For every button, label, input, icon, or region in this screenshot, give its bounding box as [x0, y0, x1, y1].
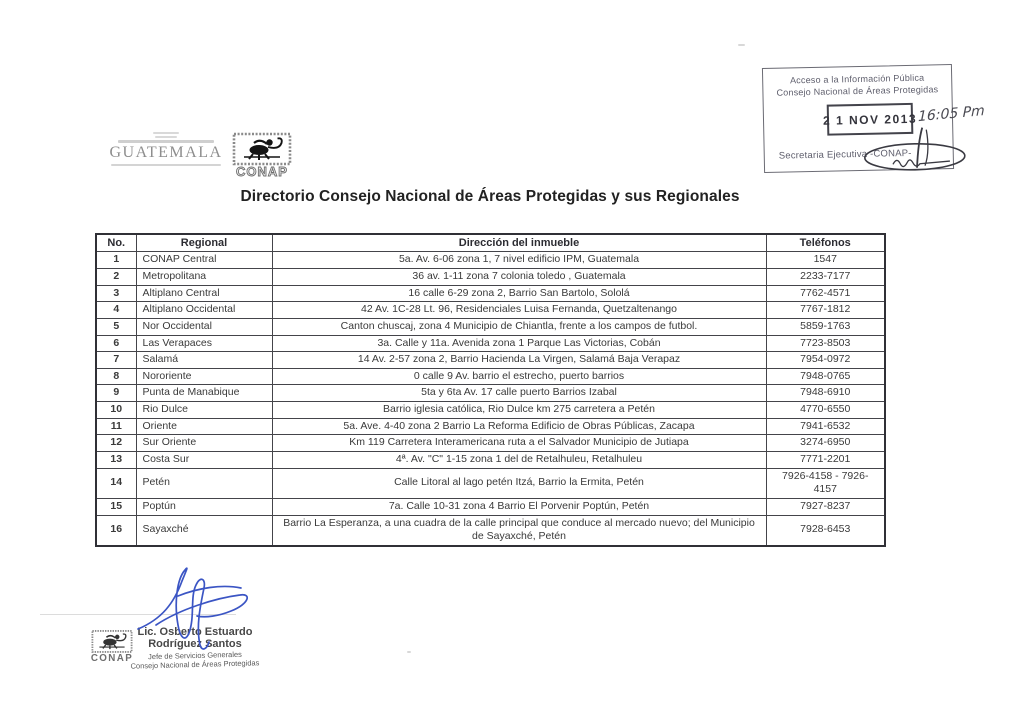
- column-header-no: No.: [96, 234, 136, 252]
- table-row: [96, 285, 885, 302]
- signatory-org: Consejo Nacional de Áreas Protegidas: [130, 658, 260, 671]
- table-row: [96, 335, 885, 352]
- table-row: [96, 468, 885, 498]
- table-cell: Canton chuscaj, zona 4 Municipio de Chiantla, frente a los campos de futbol.: [272, 318, 766, 335]
- table-cell: 11: [96, 418, 136, 435]
- stamp-line-1: Acceso a la Información Pública: [789, 72, 925, 86]
- scan-speck: [738, 44, 745, 46]
- signatory-name-line2: Rodríguez Santos: [148, 638, 242, 651]
- column-header-regional: Regional: [136, 234, 272, 252]
- table-row: [96, 302, 885, 319]
- signatory-name-line1: Lic. Osberto Estuardo: [137, 626, 253, 638]
- table-cell: 5a. Av. 6-06 zona 1, 7 nivel edificio IPM, Guatemala: [272, 252, 766, 269]
- table-cell: 16 calle 6-29 zona 2, Barrio San Bartolo, Sololá: [272, 285, 766, 302]
- scan-speck: [407, 651, 411, 653]
- table-cell: 16: [96, 515, 136, 546]
- table-row: [96, 385, 885, 402]
- table-row: [96, 318, 885, 335]
- table-row: [96, 268, 885, 285]
- stamp-secretaria-line: Secretaria Ejecutiva -CONAP-: [778, 147, 912, 162]
- table-header-row: [96, 234, 885, 252]
- table-cell: 2233-7177: [766, 268, 885, 285]
- conap-logo: [232, 132, 292, 179]
- guatemala-logo-microtext: [111, 164, 221, 166]
- table-cell: 4ª. Av. "C" 1-15 zona 1 del de Retalhuleu, Retalhuleu: [272, 451, 766, 468]
- table-cell: Costa Sur: [136, 451, 272, 468]
- guatemala-logo-label: GUATEMALA: [109, 144, 223, 161]
- table-cell: Barrio La Esperanza, a una cuadra de la calle principal que conduce al mercado nuevo; del Municipio de Sayaxché, Petén: [272, 515, 766, 546]
- stamp-date: 2 1 NOV 2013: [822, 111, 918, 128]
- table-row: [96, 515, 885, 546]
- directory-table: [95, 233, 886, 547]
- conap-logo-label: CONAP: [236, 164, 288, 179]
- table-cell: Punta de Manabique: [136, 385, 272, 402]
- table-cell: 1547: [766, 252, 885, 269]
- table-cell: 15: [96, 498, 136, 515]
- guatemala-logo-emblem: [155, 136, 177, 138]
- table-cell: 5: [96, 318, 136, 335]
- table-cell: 5a. Ave. 4-40 zona 2 Barrio La Reforma Edificio de Obras Públicas, Zacapa: [272, 418, 766, 435]
- table-cell: 7948-0765: [766, 368, 885, 385]
- table-cell: 7927-8237: [766, 498, 885, 515]
- table-cell: Poptún: [136, 498, 272, 515]
- table-cell: Altiplano Occidental: [136, 302, 272, 319]
- table-cell: Calle Litoral al lago petén Itzá, Barrio la Ermita, Petén: [272, 468, 766, 498]
- signatory-role: Jefe de Servicios Generales: [147, 649, 242, 662]
- page-title: Directorio Consejo Nacional de Áreas Protegidas y sus Regionales: [240, 188, 740, 205]
- table-cell: 7767-1812: [766, 302, 885, 319]
- stamp-signature-icon: [856, 125, 969, 175]
- table-row: [96, 402, 885, 419]
- table-cell: 5ta y 6ta Av. 17 calle puerto Barrios Izabal: [272, 385, 766, 402]
- guatemala-logo: [103, 130, 229, 176]
- scan-fold-line: [40, 614, 236, 615]
- signatory-block: [120, 626, 270, 669]
- table-cell: 1: [96, 252, 136, 269]
- table-cell: 7771-2201: [766, 451, 885, 468]
- table-cell: 14: [96, 468, 136, 498]
- table-row: [96, 368, 885, 385]
- table-cell: Barrio iglesia católica, Rio Dulce km 275 carretera a Petén: [272, 402, 766, 419]
- table-cell: 42 Av. 1C-28 Lt. 96, Residenciales Luisa Fernanda, Quetzaltenango: [272, 302, 766, 319]
- table-cell: 7954-0972: [766, 352, 885, 369]
- table-cell: Las Verapaces: [136, 335, 272, 352]
- table-cell: 3274-6950: [766, 435, 885, 452]
- table-cell: 7: [96, 352, 136, 369]
- table-cell: 4: [96, 302, 136, 319]
- table-cell: 4770-6550: [766, 402, 885, 419]
- table-cell: 7948-6910: [766, 385, 885, 402]
- table-cell: 14 Av. 2-57 zona 2, Barrio Hacienda La Virgen, Salamá Baja Verapaz: [272, 352, 766, 369]
- table-cell: Altiplano Central: [136, 285, 272, 302]
- table-cell: 8: [96, 368, 136, 385]
- table-cell: CONAP Central: [136, 252, 272, 269]
- table-cell: 12: [96, 435, 136, 452]
- table-cell: Km 119 Carretera Interamericana ruta a el Salvador Municipio de Jutiapa: [272, 435, 766, 452]
- table-cell: Petén: [136, 468, 272, 498]
- table-cell: 9: [96, 385, 136, 402]
- column-header-direccion: Dirección del inmueble: [272, 234, 766, 252]
- table-cell: Rio Dulce: [136, 402, 272, 419]
- table-cell: Sur Oriente: [136, 435, 272, 452]
- table-cell: 7762-4571: [766, 285, 885, 302]
- guatemala-logo-microtext: [118, 140, 214, 143]
- table-cell: 36 av. 1-11 zona 7 colonia toledo , Guatemala: [272, 268, 766, 285]
- table-cell: 7941-6532: [766, 418, 885, 435]
- table-cell: 6: [96, 335, 136, 352]
- table-cell: 7928-6453: [766, 515, 885, 546]
- table-cell: 10: [96, 402, 136, 419]
- stamp-line-2: Consejo Nacional de Áreas Protegidas: [776, 84, 939, 98]
- table-row: [96, 451, 885, 468]
- table-cell: Salamá: [136, 352, 272, 369]
- table-cell: Metropolitana: [136, 268, 272, 285]
- table-cell: 0 calle 9 Av. barrio el estrecho, puerto barrios: [272, 368, 766, 385]
- table-row: [96, 498, 885, 515]
- table-row: [96, 418, 885, 435]
- table-row: [96, 252, 885, 269]
- info-access-stamp: [762, 64, 985, 173]
- table-row: [96, 352, 885, 369]
- table-row: [96, 435, 885, 452]
- stamp-handwritten-time: 16:05 Pm: [917, 102, 985, 126]
- table-cell: 7926-4158 - 7926-4157: [766, 468, 885, 498]
- column-header-telefonos: Teléfonos: [766, 234, 885, 252]
- table-cell: 5859-1763: [766, 318, 885, 335]
- table-body: [96, 252, 885, 546]
- guatemala-logo-emblem: [153, 132, 179, 134]
- table-cell: 7723-8503: [766, 335, 885, 352]
- table-cell: Oriente: [136, 418, 272, 435]
- table-cell: 7a. Calle 10-31 zona 4 Barrio El Porvenir Poptún, Petén: [272, 498, 766, 515]
- table-cell: 13: [96, 451, 136, 468]
- table-cell: Sayaxché: [136, 515, 272, 546]
- table-cell: 3a. Calle y 11a. Avenida zona 1 Parque Las Victorias, Cobán: [272, 335, 766, 352]
- table-cell: Nor Occidental: [136, 318, 272, 335]
- table-cell: 3: [96, 285, 136, 302]
- table-cell: 2: [96, 268, 136, 285]
- table-cell: Nororiente: [136, 368, 272, 385]
- conap-logo-small-label: CONAP: [91, 653, 133, 663]
